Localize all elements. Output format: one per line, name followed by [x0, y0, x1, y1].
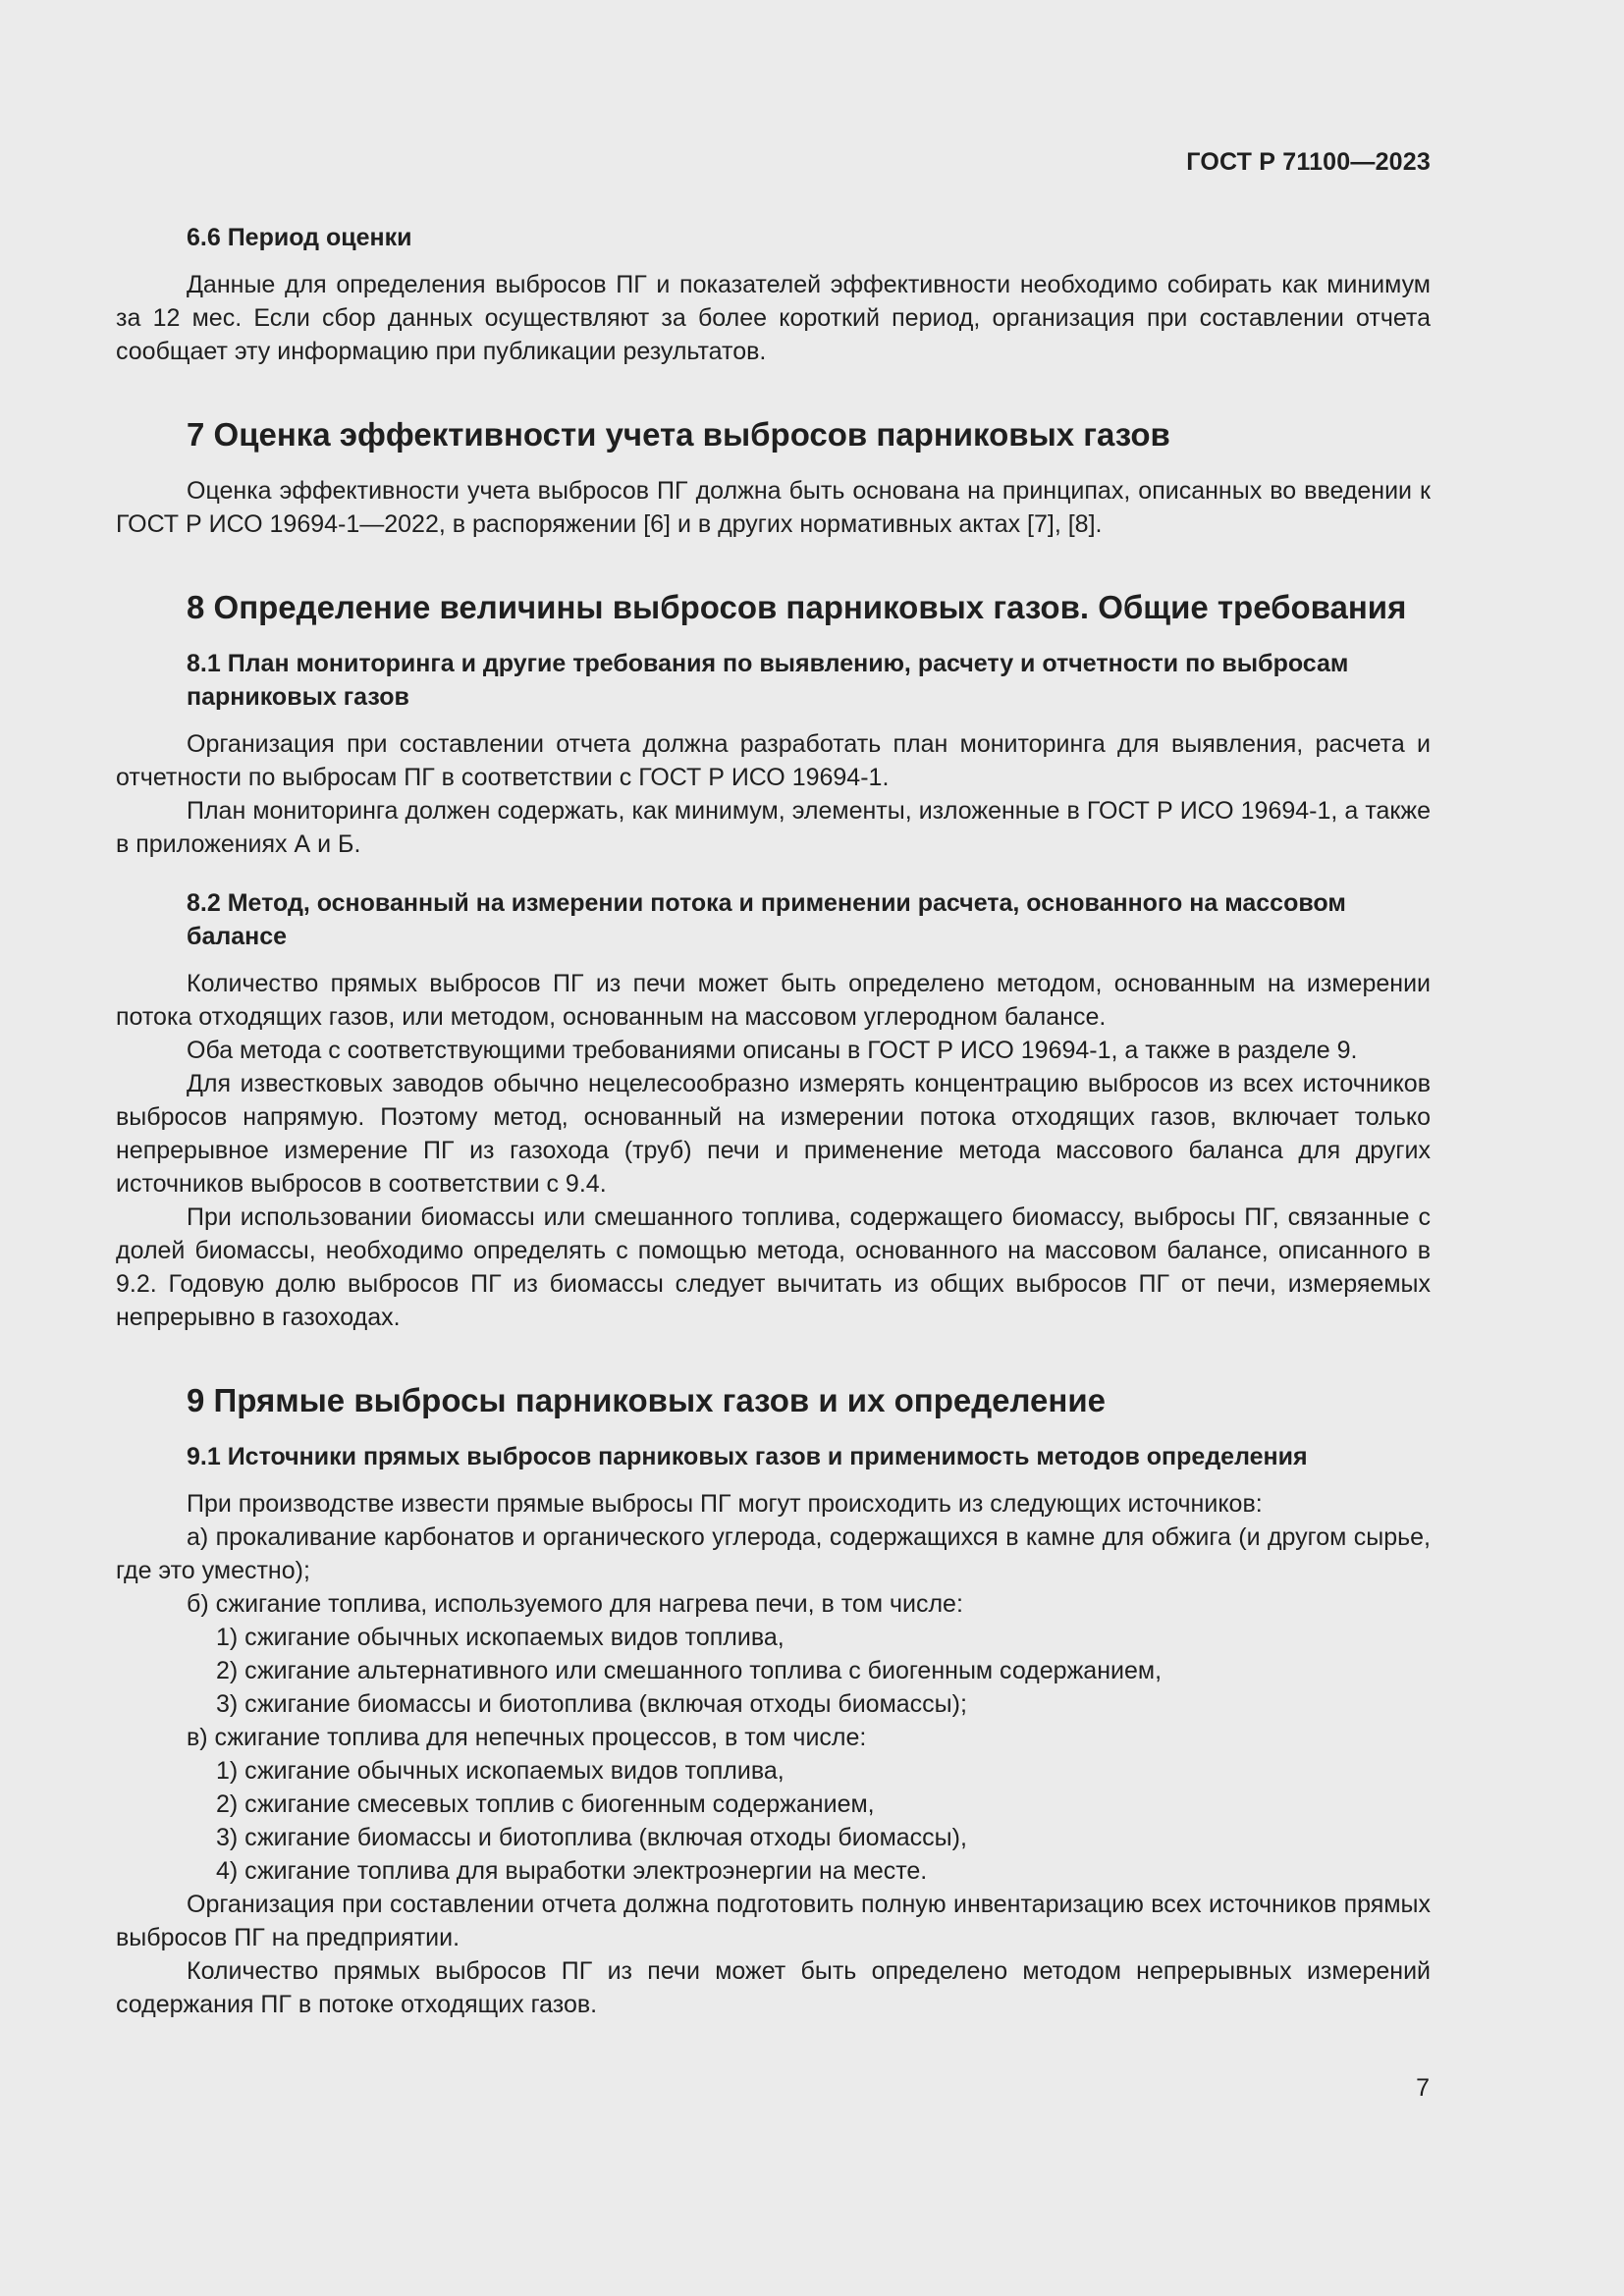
list-subitem: 3) сжигание биомассы и биотоплива (включая отходы биомассы),: [216, 1824, 967, 1851]
paragraph: Оба метода с соответствующими требованиями описаны в ГОСТ Р ИСО 19694-1, а также в разделе 9.: [187, 1037, 1358, 1064]
paragraph: Количество прямых выбросов ПГ из печи может быть определено методом непрерывных измерений содержания ПГ в потоке отходящих газов.: [116, 1957, 1431, 2018]
section-8: [116, 588, 1431, 1334]
section-9-title: 9 Прямые выбросы парниковых газов и их определение: [187, 1382, 1106, 1418]
list-item: а) прокаливание карбонатов и органического углерода, содержащихся в камне для обжига (и другом сырье, где это уместно);: [116, 1523, 1431, 1584]
section-9: [116, 1381, 1431, 2021]
section-9-1-title: 9.1 Источники прямых выбросов парниковых газов и применимость методов определения: [187, 1443, 1308, 1470]
list-subitem: 4) сжигание топлива для выработки электроэнергии на месте.: [216, 1857, 928, 1885]
section-6-6-title: 6.6 Период оценки: [187, 224, 412, 251]
section-8-2: [116, 886, 1431, 1334]
section-7-title: 7 Оценка эффективности учета выбросов парниковых газов: [187, 416, 1170, 453]
section-7: [116, 415, 1431, 541]
section-8-2-title: 8.2 Метод, основанный на измерении потока и применении расчета, основанного на массовом балансе: [187, 889, 1346, 950]
list-subitem: 1) сжигание обычных ископаемых видов топлива,: [216, 1624, 785, 1651]
paragraph: Для известковых заводов обычно нецелесообразно измерять концентрацию выбросов из всех источников выбросов напрямую. Поэтому метод, основанный на измерении потока отходящих газов, включает только непрерывное измерение ПГ из газохода (труб) печи и применение метода массового баланса для других источников выбросов в соответствии с 9.4.: [116, 1070, 1431, 1198]
section-8-1-title: 8.1 План мониторинга и другие требования по выявлению, расчету и отчетности по выбросам парниковых газов: [187, 650, 1349, 711]
section-9-1: [116, 1440, 1431, 2021]
paragraph: Количество прямых выбросов ПГ из печи может быть определено методом, основанным на измерении потока отходящих газов, или методом, основанным на массовом углеродном балансе.: [116, 970, 1431, 1031]
page-number: 7: [1416, 2074, 1430, 2102]
paragraph: Организация при составлении отчета должна подготовить полную инвентаризацию всех источников прямых выбросов ПГ на предприятии.: [116, 1891, 1431, 1951]
list-item: б) сжигание топлива, используемого для нагрева печи, в том числе:: [187, 1590, 963, 1618]
paragraph: При производстве извести прямые выбросы ПГ могут происходить из следующих источников:: [187, 1490, 1263, 1518]
section-6-6: [116, 221, 1431, 368]
list-item: в) сжигание топлива для непечных процессов, в том числе:: [187, 1724, 867, 1751]
paragraph: План мониторинга должен содержать, как минимум, элементы, изложенные в ГОСТ Р ИСО 19694-1, а также в приложениях А и Б.: [116, 797, 1431, 858]
paragraph: Данные для определения выбросов ПГ и показателей эффективности необходимо собирать как минимум за 12 мес. Если сбор данных осуществляют за более короткий период, организация при составлении отчета сообщает эту информацию при публикации результатов.: [116, 271, 1431, 365]
paragraph: При использовании биомассы или смешанного топлива, содержащего биомассу, выбросы ПГ, связанные с долей биомассы, необходимо определять с помощью метода, основанного на массовом балансе, описанного в 9.2. Годовую долю выбросов ПГ из биомассы следует вычитать из общих выбросов ПГ от печи, измеряемых непрерывно в газоходах.: [116, 1203, 1431, 1331]
list-subitem: 2) сжигание альтернативного или смешанного топлива с биогенным содержанием,: [216, 1657, 1163, 1684]
list-subitem: 2) сжигание смесевых топлив с биогенным содержанием,: [216, 1790, 875, 1818]
paragraph: Оценка эффективности учета выбросов ПГ должна быть основана на принципах, описанных во введении к ГОСТ Р ИСО 19694-1—2022, в распоряжении [6] и в других нормативных актах [7], [8].: [116, 477, 1431, 538]
list-subitem: 1) сжигание обычных ископаемых видов топлива,: [216, 1757, 785, 1785]
section-8-title: 8 Определение величины выбросов парниковых газов. Общие требования: [187, 589, 1407, 625]
page-content: [116, 221, 1431, 2021]
paragraph: Организация при составлении отчета должна разработать план мониторинга для выявления, расчета и отчетности по выбросам ПГ в соответствии с ГОСТ Р ИСО 19694-1.: [116, 730, 1431, 791]
list-subitem: 3) сжигание биомассы и биотоплива (включая отходы биомассы);: [216, 1690, 967, 1718]
section-8-1: [116, 647, 1431, 861]
document-code-header: ГОСТ Р 71100—2023: [1186, 148, 1431, 176]
